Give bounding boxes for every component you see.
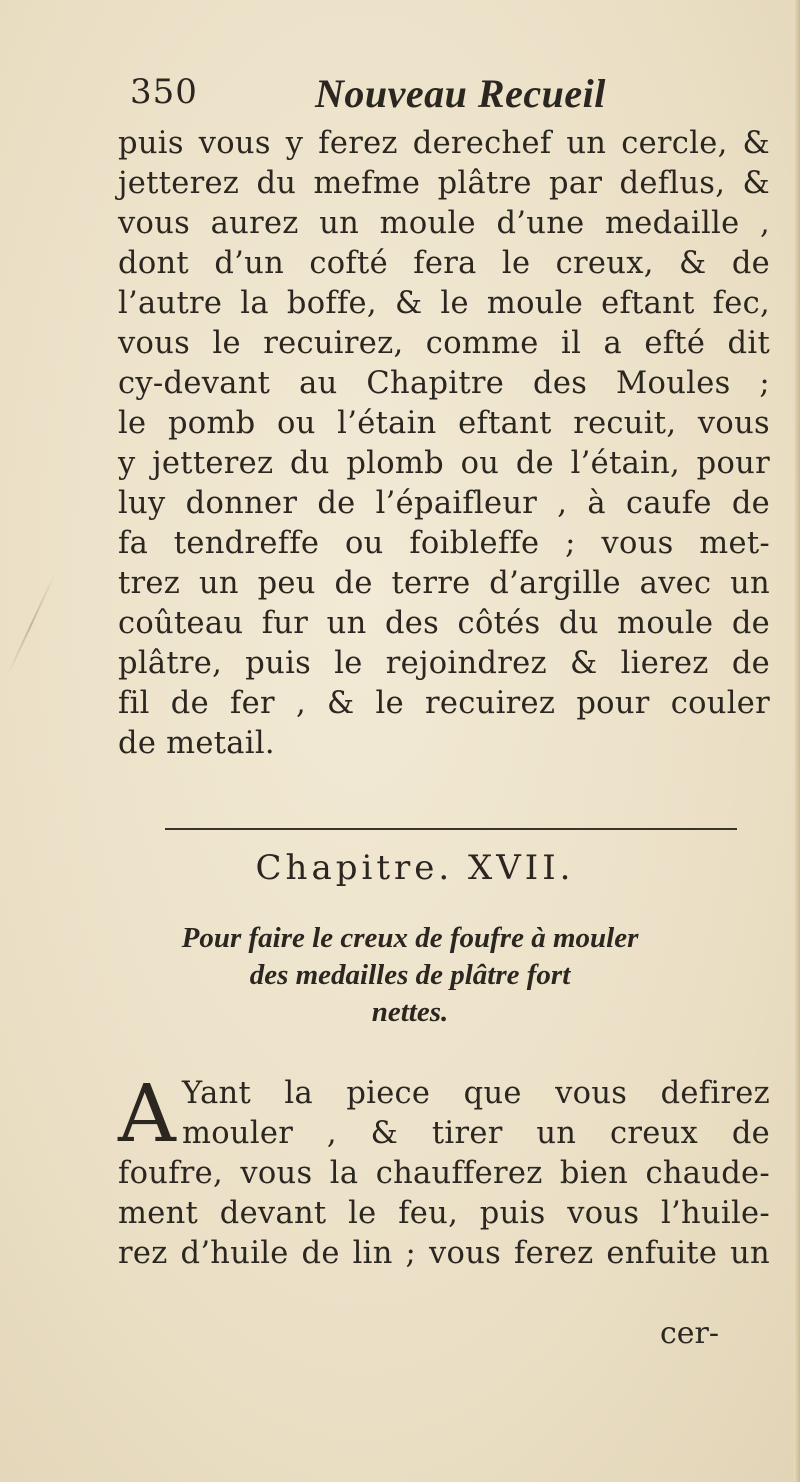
drop-cap: A (118, 1067, 176, 1160)
text-line: vous aurez un moule d’une medaille , (118, 206, 770, 241)
chapter-title-line: Pour faire le creux de foufre à mouler (181, 922, 639, 954)
text-line: rez d’huile de lin ; vous ferez enfuite un (118, 1236, 770, 1271)
chapter-title-line: des medailles de plâtre fort (249, 959, 571, 991)
text-line: cy-devant au Chapitre des Moules ; (118, 366, 770, 401)
body-text-top (118, 124, 770, 764)
page-number: 350 (130, 72, 198, 112)
body-text-bottom (118, 1067, 770, 1274)
text-line: luy donner de l’épaifleur , à caufe de (118, 486, 770, 521)
section-rule (165, 828, 737, 830)
text-line: dont d’un cofté fera le creux, & de (118, 246, 770, 281)
text-line: vous le recuirez, comme il a efté dit (118, 326, 770, 361)
text-line: puis vous y ferez derechef un cercle, & (118, 126, 770, 161)
catchword: cer- (660, 1316, 720, 1351)
paper-crease (7, 575, 55, 676)
text-line: jetterez du mefme plâtre par deflus, & (118, 166, 770, 201)
running-title: Nouveau Recueil (315, 71, 606, 116)
text-line: l’autre la boffe, & le moule eftant fec, (118, 286, 770, 321)
text-line: foufre, vous la chaufferez bien chaude- (118, 1156, 770, 1191)
text-line: le pomb ou l’étain eftant recuit, vous (118, 406, 770, 441)
page-header (130, 72, 690, 122)
text-line: plâtre, puis le rejoindrez & lierez de (118, 646, 770, 681)
chapter-title (0, 920, 800, 1031)
text-line: ment devant le feu, puis vous l’huile- (118, 1196, 770, 1231)
text-line: Yant la piece que vous defirez (182, 1076, 770, 1111)
chapter-title-line: nettes. (371, 996, 449, 1028)
text-line: coûteau fur un des côtés du moule de (118, 606, 770, 641)
chapter-heading: Chapitre. XVII. (255, 848, 575, 888)
text-line: mouler , & tirer un creux de (182, 1116, 770, 1151)
text-line: fil de fer , & le recuirez pour couler (118, 686, 770, 721)
text-line: de metail. (118, 726, 275, 761)
page-edge (794, 0, 800, 1482)
text-line: trez un peu de terre d’argille avec un (118, 566, 770, 601)
text-line: fa tendreffe ou foibleffe ; vous met- (118, 526, 770, 561)
text-line: y jetterez du plomb ou de l’étain, pour (118, 446, 770, 481)
